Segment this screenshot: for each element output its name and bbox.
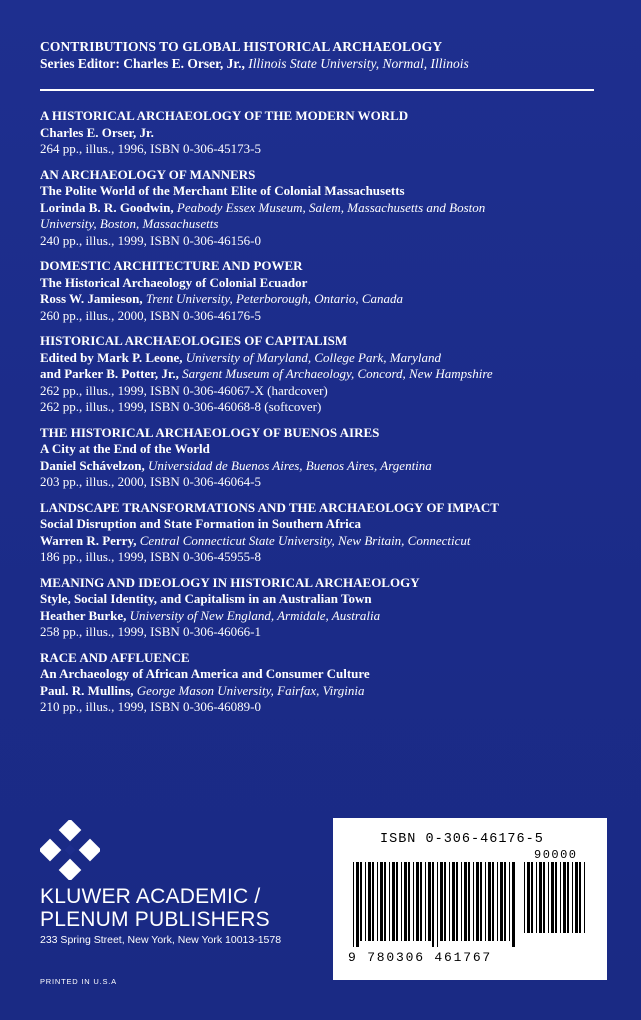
series-title: CONTRIBUTIONS TO GLOBAL HISTORICAL ARCHAEOLOGY xyxy=(40,39,443,54)
book-author-line xyxy=(40,533,610,550)
book-author-affiliation: Trent University, Peterborough, Ontario, Canada xyxy=(145,291,404,306)
barcode-bar xyxy=(444,862,446,941)
book-title: DOMESTIC ARCHITECTURE AND POWER xyxy=(40,258,303,273)
printed-in: PRINTED IN U.S.A xyxy=(40,977,117,986)
book-author-affiliation: Universidad de Buenos Aires, Buenos Aires, Argentina xyxy=(147,457,432,473)
barcode-bar xyxy=(425,862,426,941)
barcode-bar xyxy=(572,862,573,933)
barcode-bar xyxy=(548,862,549,933)
book-publication-info: 258 pp., illus., 1999, ISBN 0-306-46066-1 xyxy=(40,624,261,639)
book-affiliation-continued: University, Boston, Massachusetts xyxy=(40,216,219,231)
publisher-name-line2: PLENUM PUBLISHERS xyxy=(40,908,270,931)
book-author: and Parker B. Potter, Jr., xyxy=(40,366,179,381)
barcode-bar xyxy=(428,862,431,941)
book-publication-info: 262 pp., illus., 1999, ISBN 0-306-46067-X (hardcover) xyxy=(40,382,328,398)
book-publication-info: 240 pp., illus., 1999, ISBN 0-306-46156-0 xyxy=(40,232,261,248)
book-title: THE HISTORICAL ARCHAEOLOGY OF BUENOS AIRES xyxy=(40,424,380,440)
publisher-name-line1: KLUWER ACADEMIC / xyxy=(40,885,261,908)
barcode-bar xyxy=(524,862,525,933)
book-entry xyxy=(40,575,610,641)
book-author-line xyxy=(40,291,610,308)
book-title: MEANING AND IDEOLOGY IN HISTORICAL ARCHAEOLOGY xyxy=(40,574,420,590)
barcode-addon-digits: 90000 xyxy=(534,848,578,862)
barcode-bar xyxy=(480,862,482,941)
book-entry xyxy=(40,167,610,250)
barcode-bar xyxy=(509,862,510,941)
book-entry xyxy=(40,425,610,491)
barcode-bar xyxy=(353,862,354,947)
barcode-bar xyxy=(567,862,569,933)
barcode-bar xyxy=(488,862,491,941)
book-author: Daniel Schávelzon, xyxy=(40,457,145,473)
book-publication-info: 264 pp., illus., 1996, ISBN 0-306-45173-5 xyxy=(40,141,261,156)
publisher-logo-icon xyxy=(40,820,100,880)
series-editor-affiliation: Illinois State University, Normal, Illinois xyxy=(248,56,469,71)
book-author-line xyxy=(40,200,610,217)
barcode-bar xyxy=(432,862,434,947)
barcode-label xyxy=(333,818,607,980)
barcode-bar xyxy=(560,862,561,933)
barcode-bar xyxy=(449,862,450,941)
book-author: Lorinda B. R. Goodwin, xyxy=(40,199,174,215)
addon-barcode xyxy=(524,862,588,939)
book-title: A HISTORICAL ARCHAEOLOGY OF THE MODERN WORLD xyxy=(40,108,409,123)
book-author-line xyxy=(40,366,610,383)
barcode-bar xyxy=(485,862,486,941)
book-publication-info: 210 pp., illus., 1999, ISBN 0-306-46089-0 xyxy=(40,699,261,714)
book-author-affiliation: University of Maryland, College Park, Maryland xyxy=(185,349,442,365)
barcode-bar xyxy=(555,862,557,933)
barcode-ean-digits: 9 780306 461767 xyxy=(348,950,493,965)
barcode-bar xyxy=(365,862,366,941)
book-subtitle: An Archaeology of African America and Consumer Culture xyxy=(40,666,370,681)
book-list xyxy=(40,108,610,725)
book-author: Charles E. Orser, Jr. xyxy=(40,124,154,140)
barcode-bar xyxy=(368,862,371,941)
book-author-line xyxy=(40,458,610,475)
header-divider xyxy=(40,89,594,91)
barcode-bar xyxy=(500,862,503,941)
barcode-bar xyxy=(492,862,494,941)
book-publication-info: 260 pp., illus., 2000, ISBN 0-306-46176-5 xyxy=(40,307,261,323)
barcode-bar xyxy=(579,862,581,933)
series-editor xyxy=(40,55,600,72)
barcode-bar xyxy=(531,862,533,933)
book-subtitle: Style, Social Identity, and Capitalism in an Australian Town xyxy=(40,591,372,606)
barcode-isbn-text: ISBN 0-306-46176-5 xyxy=(380,832,544,847)
barcode-bar xyxy=(437,862,438,947)
book-entry xyxy=(40,258,610,324)
barcode-bar xyxy=(413,862,414,941)
barcode-bar xyxy=(536,862,537,933)
book-entry xyxy=(40,108,610,158)
book-title: AN ARCHAEOLOGY OF MANNERS xyxy=(40,166,256,182)
barcode-bar xyxy=(420,862,422,941)
barcode-bar xyxy=(377,862,378,941)
book-author: Ross W. Jamieson, xyxy=(40,291,143,306)
publisher-block xyxy=(40,885,281,946)
barcode-bar xyxy=(396,862,398,941)
book-entry xyxy=(40,500,610,566)
barcode-bar xyxy=(575,862,578,933)
book-subtitle: A City at the End of the World xyxy=(40,441,210,456)
barcode-bar xyxy=(389,862,390,941)
barcode-bar xyxy=(408,862,410,941)
series-header xyxy=(40,38,600,72)
book-author-line xyxy=(40,608,610,625)
book-author: Paul. R. Mullins, xyxy=(40,682,134,698)
barcode-bar xyxy=(416,862,419,941)
book-author: Heather Burke, xyxy=(40,607,127,623)
barcode-bar xyxy=(392,862,395,941)
barcode-bar xyxy=(584,862,585,933)
barcode-bar xyxy=(563,862,566,933)
barcode-bar xyxy=(372,862,374,941)
book-entry xyxy=(40,333,610,416)
barcode-bar xyxy=(527,862,530,933)
book-author-affiliation: Central Connecticut State University, New Britain, Connecticut xyxy=(139,532,471,548)
book-subtitle: The Historical Archaeology of Colonial Ecuador xyxy=(40,274,308,290)
barcode-bar xyxy=(468,862,470,941)
barcode-bar xyxy=(473,862,474,941)
barcode-bar xyxy=(476,862,479,941)
book-author: Edited by Mark P. Leone, xyxy=(40,349,183,365)
book-publication-info: 262 pp., illus., 1999, ISBN 0-306-46068-8 (softcover) xyxy=(40,399,322,414)
book-author: Warren R. Perry, xyxy=(40,532,137,548)
barcode-bar xyxy=(356,862,359,947)
book-author-affiliation: George Mason University, Fairfax, Virginia xyxy=(136,682,365,698)
barcode-bar xyxy=(504,862,506,941)
barcode-bar xyxy=(543,862,545,933)
book-title: HISTORICAL ARCHAEOLOGIES OF CAPITALISM xyxy=(40,333,348,348)
barcode-bar xyxy=(539,862,542,933)
book-subtitle: The Polite World of the Merchant Elite of Colonial Massachusetts xyxy=(40,183,405,198)
book-author-line xyxy=(40,350,610,367)
book-publication-info: 203 pp., illus., 2000, ISBN 0-306-46064-5 xyxy=(40,474,261,489)
book-author-affiliation: Peabody Essex Museum, Salem, Massachusetts and Boston xyxy=(176,199,486,215)
book-author-line xyxy=(40,125,610,142)
barcode-bar xyxy=(497,862,498,941)
barcode-bar xyxy=(360,862,362,941)
barcode-bar xyxy=(380,862,383,941)
barcode-bar xyxy=(384,862,386,941)
book-title: RACE AND AFFLUENCE xyxy=(40,649,190,665)
book-title: LANDSCAPE TRANSFORMATIONS AND THE ARCHAEOLOGY OF IMPACT xyxy=(40,499,499,515)
barcode-bar xyxy=(440,862,443,941)
book-publication-info: 186 pp., illus., 1999, ISBN 0-306-45955-8 xyxy=(40,549,261,564)
barcode-bar xyxy=(512,862,515,947)
publisher-address: 233 Spring Street, New York, New York 10013-1578 xyxy=(40,934,282,946)
barcode-bar xyxy=(551,862,554,933)
series-editor-label: Series Editor: Charles E. Orser, Jr., xyxy=(40,56,245,71)
book-author-affiliation: Sargent Museum of Archaeology, Concord, New Hampshire xyxy=(182,366,493,381)
barcode-bar xyxy=(464,862,467,941)
barcode-bar xyxy=(461,862,462,941)
book-entry xyxy=(40,650,610,716)
barcode-bar xyxy=(404,862,407,941)
book-author-line xyxy=(40,683,610,700)
book-author-affiliation: University of New England, Armidale, Australia xyxy=(129,607,381,623)
book-subtitle: Social Disruption and State Formation in Southern Africa xyxy=(40,516,362,531)
ean-barcode xyxy=(353,862,517,947)
barcode-bar xyxy=(401,862,402,941)
barcode-bar xyxy=(456,862,458,941)
barcode-bar xyxy=(452,862,455,941)
